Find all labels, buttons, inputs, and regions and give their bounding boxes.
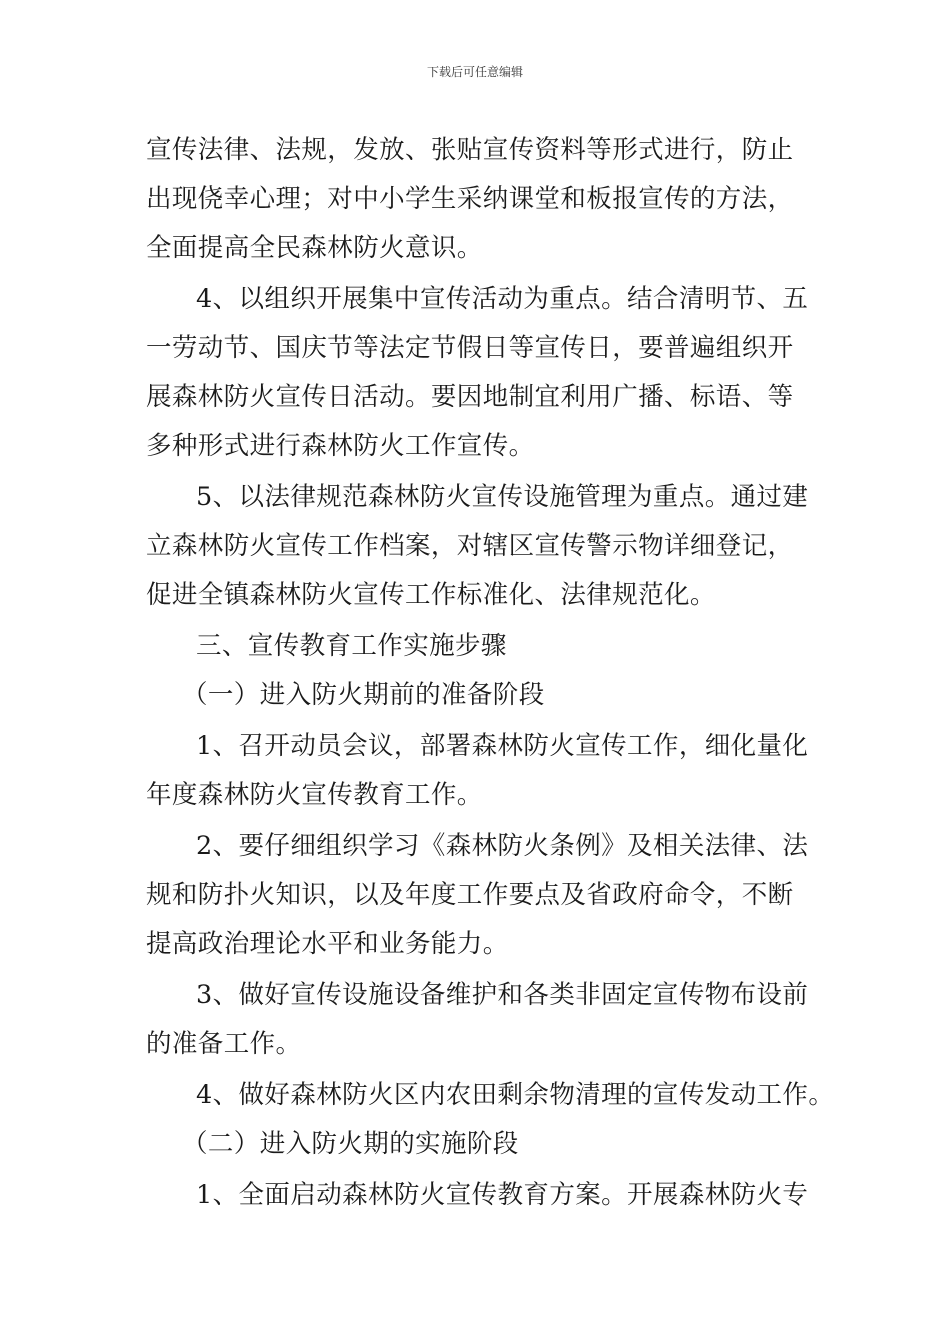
paragraph-line: 一劳动节、国庆节等法定节假日等宣传日，要普遍组织开 <box>146 333 794 363</box>
subsection-heading: （一）进入防火期前的准备阶段 <box>182 680 545 710</box>
paragraph-line: 5、以法律规范森林防火宣传设施管理为重点。通过建 <box>196 482 809 512</box>
paragraph-line: 2、要仔细组织学习《森林防火条例》及相关法律、法 <box>196 831 809 861</box>
paragraph-line: 立森林防火宣传工作档案，对辖区宣传警示物详细登记， <box>146 531 794 561</box>
paragraph-line: 提高政治理论水平和业务能力。 <box>146 929 509 959</box>
paragraph-line: 4、以组织开展集中宣传活动为重点。结合清明节、五 <box>196 284 809 314</box>
paragraph-line: 3、做好宣传设施设备维护和各类非固定宣传物布设前 <box>196 980 809 1010</box>
subsection-heading: （二）进入防火期的实施阶段 <box>182 1129 519 1159</box>
paragraph-line: 1、全面启动森林防火宣传教育方案。开展森林防火专 <box>196 1180 809 1210</box>
paragraph-line: 的准备工作。 <box>146 1029 302 1059</box>
paragraph-line: 多种形式进行森林防火工作宣传。 <box>146 431 535 461</box>
paragraph-line: 1、召开动员会议，部署森林防火宣传工作，细化量化 <box>196 731 809 761</box>
paragraph-line: 宣传法律、法规，发放、张贴宣传资料等形式进行，防止 <box>146 135 794 165</box>
page-header: 下载后可任意编辑 <box>426 65 523 79</box>
paragraph-line: 出现侥幸心理；对中小学生采纳课堂和板报宣传的方法， <box>146 184 794 214</box>
paragraph-line: 促进全镇森林防火宣传工作标准化、法律规范化。 <box>146 580 716 610</box>
section-heading: 三、宣传教育工作实施步骤 <box>196 631 507 661</box>
paragraph-line: 年度森林防火宣传教育工作。 <box>146 780 483 810</box>
paragraph-line: 展森林防火宣传日活动。要因地制宜利用广播、标语、等 <box>146 382 794 412</box>
paragraph-line: 4、做好森林防火区内农田剩余物清理的宣传发动工作。 <box>196 1080 835 1110</box>
paragraph-line: 规和防扑火知识，以及年度工作要点及省政府命令，不断 <box>146 880 794 910</box>
paragraph-line: 全面提高全民森林防火意识。 <box>146 233 483 263</box>
